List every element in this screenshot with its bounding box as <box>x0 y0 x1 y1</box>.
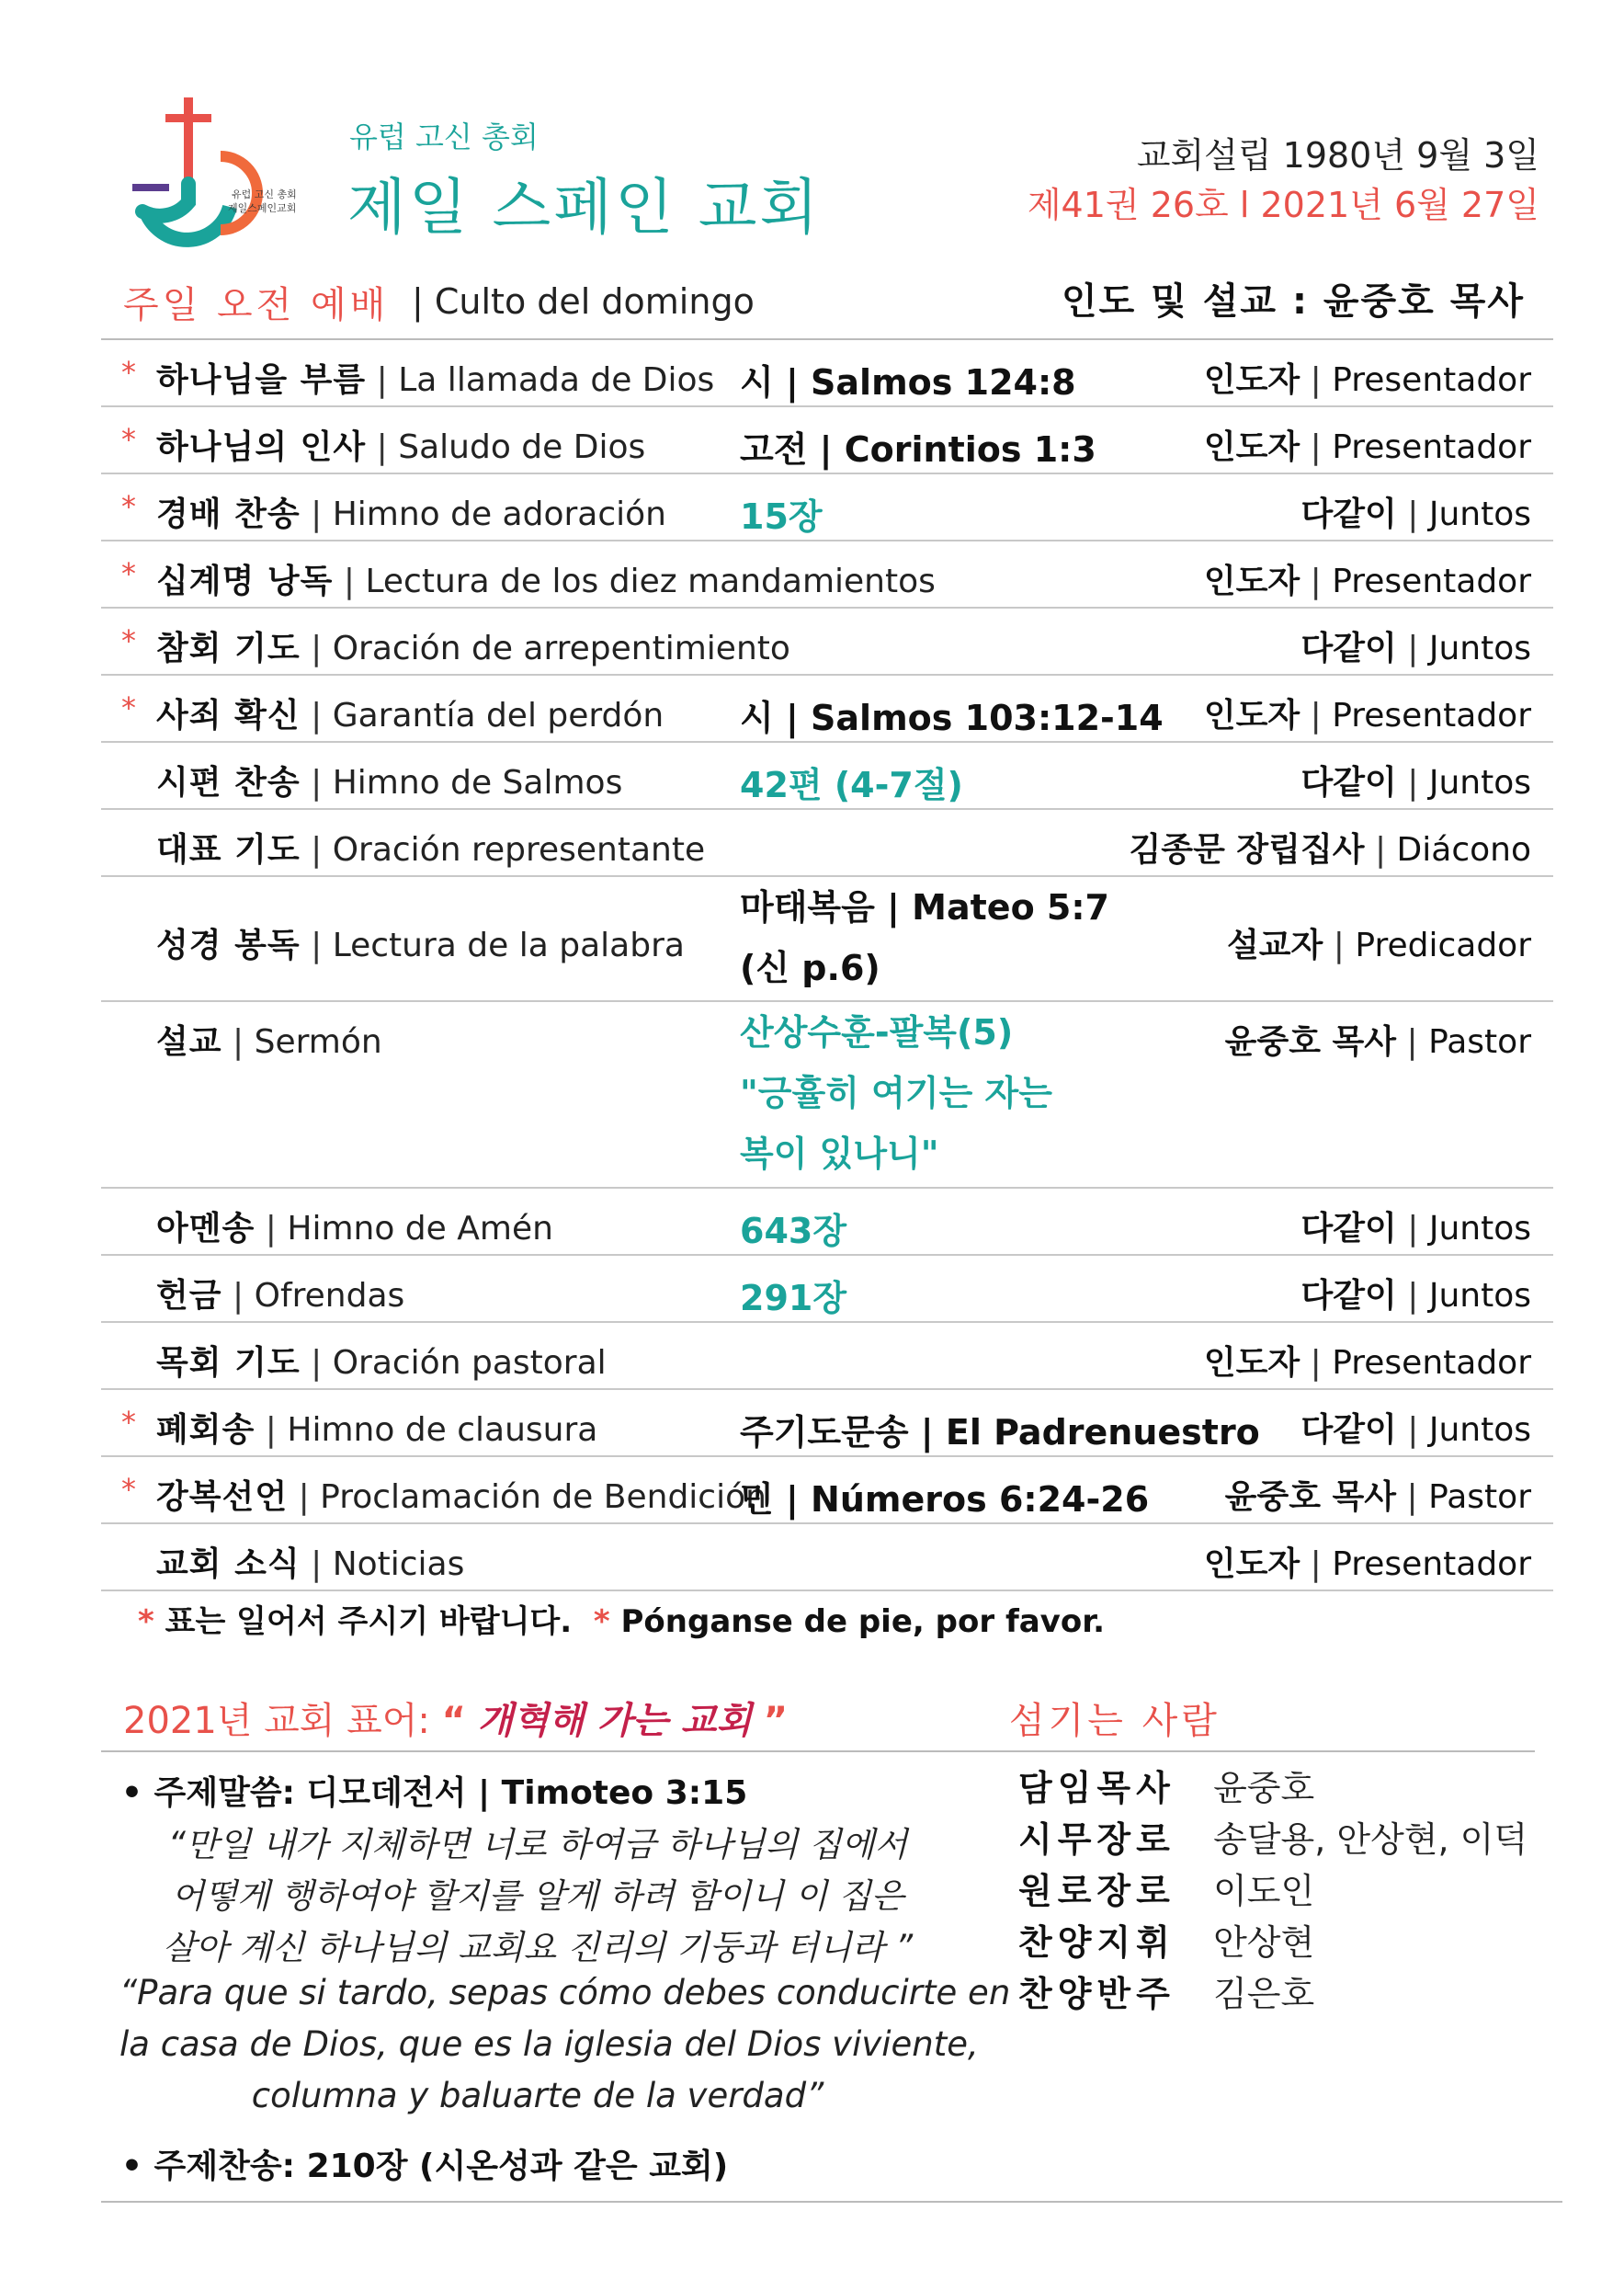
order-row: * 폐회송 | Himno de clausura 주기도문송 | El Padrenuestro 다같이 | Juntos <box>101 1390 1553 1457</box>
motto-prefix: 2021년 교회 표어: <box>123 1700 430 1742</box>
item-detail: 15장 <box>740 496 823 537</box>
item-es: Oración pastoral <box>332 1344 607 1382</box>
stand-marker: * <box>121 623 136 658</box>
theme-song: • 주제찬송: 210장 (시온성과 같은 교회) <box>121 2148 729 2185</box>
item-kr: 강복선언 <box>156 1478 289 1516</box>
role-kr: 윤중호 목사 <box>1224 1023 1397 1061</box>
order-row: * 강복선언 | Proclamación de Bendición 민 | Números 6:24-26 윤중호 목사 | Pastor <box>101 1457 1553 1524</box>
item-detail: 마태복음 | Mateo 5:7 (신 p.6) <box>740 887 1109 988</box>
role-kr: 다같이 <box>1300 1210 1397 1248</box>
role-es: Pastor <box>1428 1023 1531 1061</box>
role-es: Presentador <box>1332 428 1531 466</box>
item-es: Saludo de Dios <box>398 428 646 466</box>
item-kr: 아멘송 <box>156 1210 256 1248</box>
item-es: Lectura de la palabra <box>332 927 685 964</box>
servant-names: 윤중호 <box>1213 1768 1315 1808</box>
role-kr: 다같이 <box>1300 496 1397 533</box>
stand-note-kr: 표는 일어서 주시기 바랍니다. <box>165 1603 573 1640</box>
stand-marker: * <box>121 355 136 390</box>
order-row: 목회 기도 | Oración pastoral 인도자 | Presentador <box>101 1323 1553 1390</box>
role-es: Presentador <box>1332 697 1531 735</box>
role-es: Juntos <box>1428 764 1531 802</box>
item-detail: 산상수훈-팔복(5) "긍휼히 여기는 자는 복이 있나니" <box>740 1012 1052 1174</box>
role-es: Presentador <box>1332 1344 1531 1382</box>
role-es: Presentador <box>1332 563 1531 600</box>
servant-names: 안상현 <box>1213 1922 1315 1963</box>
role-es: Juntos <box>1428 630 1531 667</box>
item-kr: 하나님의 인사 <box>156 428 367 466</box>
logo-text-1: 유럽 고신 총회 <box>232 188 297 200</box>
order-of-worship <box>101 340 1553 1591</box>
role-kr: 윤중호 목사 <box>1224 1478 1397 1516</box>
item-detail: 시 | Salmos 124:8 <box>740 362 1076 403</box>
item-kr: 성경 봉독 <box>156 927 301 964</box>
order-row: * 사죄 확신 | Garantía del perdón 시 | Salmos 103:12-14 인도자 | Presentador <box>101 676 1553 743</box>
item-kr: 시편 찬송 <box>156 764 301 802</box>
item-es: Himno de Salmos <box>332 764 623 802</box>
servant-row <box>1018 1914 1314 1965</box>
verse-kr-line: 살아 계신 하나님의 교회요 진리의 기둥과 터니라 ” <box>162 1928 914 1967</box>
order-row: * 참회 기도 | Oración de arrepentimiento 다같이 | Juntos <box>101 609 1553 676</box>
role-es: Presentador <box>1332 361 1531 399</box>
item-es: Himno de adoración <box>332 496 666 533</box>
issue-info: 제41권 26호 l 2021년 6월 27일 <box>1027 185 1539 225</box>
servant-role: 찬양지휘 <box>1018 1922 1175 1963</box>
service-title-es: | Culto del domingo <box>412 281 755 322</box>
servant-row <box>1018 1966 1314 2016</box>
servant-row <box>1018 1760 1314 1810</box>
item-detail: 291장 <box>740 1278 847 1318</box>
church-logo <box>129 92 312 248</box>
role-kr: 인도자 <box>1203 1545 1300 1583</box>
servant-names: 이도인 <box>1213 1871 1315 1911</box>
role-es: Juntos <box>1428 1210 1531 1248</box>
role-kr: 인도자 <box>1203 1344 1300 1382</box>
logo-graphic <box>129 92 312 248</box>
stand-marker: * <box>121 1405 136 1440</box>
item-detail: 42편 (4-7절) <box>740 765 963 805</box>
role-kr: 다같이 <box>1300 1411 1397 1449</box>
item-es: Sermón <box>254 1023 382 1061</box>
order-row: * 십계명 낭독 | Lectura de los diez mandamientos 인도자 | Presentador <box>101 541 1553 609</box>
verse-es-line: la casa de Dios, que es la iglesia del Dios viviente, <box>119 2024 979 2064</box>
logo-text-2: 제일스페인교회 <box>228 202 297 214</box>
divider <box>101 1750 1535 1752</box>
role-es: Juntos <box>1428 1277 1531 1315</box>
motto-text: 개혁해 가는 교회 <box>477 1700 752 1742</box>
item-kr: 헌금 <box>156 1277 222 1315</box>
role-kr: 다같이 <box>1300 630 1397 667</box>
item-es: Himno de Amén <box>287 1210 553 1248</box>
motto-heading: 2021년 교회 표어: “ 개혁해 가는 교회 ” <box>123 1700 788 1742</box>
divider <box>101 2201 1562 2203</box>
order-row: 시편 찬송 | Himno de Salmos 42편 (4-7절) 다같이 | Juntos <box>101 743 1553 810</box>
item-detail: 시 | Salmos 103:12-14 <box>740 698 1164 738</box>
item-es: Proclamación de Bendición <box>320 1478 767 1516</box>
order-row: 헌금 | Ofrendas 291장 다같이 | Juntos <box>101 1256 1553 1323</box>
item-detail: 민 | Números 6:24-26 <box>740 1479 1150 1520</box>
item-kr: 경배 찬송 <box>156 496 301 533</box>
item-kr: 폐회송 <box>156 1411 256 1449</box>
order-row: 대표 기도 | Oración representante 김종문 장립집사 | Diácono <box>101 810 1553 877</box>
role-es: Juntos <box>1428 1411 1531 1449</box>
role-kr: 인도자 <box>1203 563 1300 600</box>
role-es: Predicador <box>1355 927 1531 964</box>
verse-es-line: columna y baluarte de la verdad” <box>251 2076 824 2115</box>
servants-title: 섬기는 사람 <box>1009 1700 1221 1742</box>
item-kr: 목회 기도 <box>156 1344 301 1382</box>
item-kr: 참회 기도 <box>156 630 301 667</box>
role-es: Presentador <box>1332 1545 1531 1583</box>
role-kr: 인도자 <box>1203 697 1300 735</box>
servant-role: 찬양반주 <box>1018 1974 1175 2014</box>
stand-marker: * <box>121 1472 136 1507</box>
role-kr: 인도자 <box>1203 361 1300 399</box>
founded-date: 교회설립 1980년 9월 3일 <box>1136 135 1539 176</box>
order-row: 성경 봉독 | Lectura de la palabra 마태복음 | Mateo 5:7 (신 p.6) 설교자 | Predicador <box>101 877 1553 1002</box>
servant-row <box>1018 1863 1314 1913</box>
order-row: * 경배 찬송 | Himno de adoración 15장 다같이 | Juntos <box>101 474 1553 541</box>
role-kr: 다같이 <box>1300 1277 1397 1315</box>
order-row: * 하나님을 부름 | La llamada de Dios 시 | Salmos 124:8 인도자 | Presentador <box>101 340 1553 407</box>
item-kr: 하나님을 부름 <box>156 361 367 399</box>
item-es: Ofrendas <box>254 1277 405 1315</box>
item-detail: 643장 <box>740 1211 847 1251</box>
servant-row <box>1018 1811 1527 1862</box>
service-leader: 인도 및 설교 : 윤중호 목사 <box>1061 280 1525 323</box>
stand-marker: * <box>121 489 136 524</box>
servant-role: 담임목사 <box>1018 1768 1175 1808</box>
role-kr: 설교자 <box>1227 927 1323 964</box>
order-row: 아멘송 | Himno de Amén 643장 다같이 | Juntos <box>101 1189 1553 1256</box>
stand-marker: * <box>121 422 136 457</box>
order-row: 설교 | Sermón 산상수훈-팔복(5) "긍휼히 여기는 자는 복이 있나니" 윤중호 목사 | Pastor <box>101 1002 1553 1189</box>
verse-kr-line: “만일 내가 지체하면 너로 하여금 하나님의 집에서 <box>167 1825 908 1864</box>
item-es: Garantía del perdón <box>332 697 664 735</box>
church-name: 제일 스페인 교회 <box>347 172 822 243</box>
item-kr: 대표 기도 <box>156 831 301 869</box>
verse-es-line: “Para que si tardo, sepas cómo debes conducirte en <box>119 1973 1011 2012</box>
item-kr: 사죄 확신 <box>156 697 301 735</box>
stand-note: * 표는 일어서 주시기 바랍니다. * Pónganse de pie, por favor. <box>138 1603 1106 1640</box>
org-subtitle: 유럽 고신 총회 <box>349 120 539 154</box>
item-kr: 십계명 낭독 <box>156 563 334 600</box>
role-kr: 다같이 <box>1300 764 1397 802</box>
role-es: Pastor <box>1428 1478 1531 1516</box>
stand-marker: * <box>121 690 136 725</box>
item-es: Lectura de los diez mandamientos <box>365 563 936 600</box>
servant-names: 김은호 <box>1213 1974 1315 2014</box>
item-es: Oración de arrepentimiento <box>332 630 790 667</box>
service-title-kr: 주일 오전 예배 <box>123 284 390 326</box>
stand-note-es: Pónganse de pie, por favor. <box>620 1603 1106 1640</box>
servant-role: 원로장로 <box>1018 1871 1175 1911</box>
item-es: Oración representante <box>332 831 706 869</box>
item-es: La llamada de Dios <box>398 361 715 399</box>
stand-marker: * <box>138 1603 154 1640</box>
role-kr: 인도자 <box>1203 428 1300 466</box>
item-detail: 고전 | Corintios 1:3 <box>740 429 1096 470</box>
item-es: Noticias <box>332 1545 465 1583</box>
stand-marker: * <box>121 556 136 591</box>
item-kr: 설교 <box>156 1023 222 1061</box>
order-row: * 하나님의 인사 | Saludo de Dios 고전 | Corintios 1:3 인도자 | Presentador <box>101 407 1553 474</box>
role-kr: 김종문 장립집사 <box>1129 831 1365 869</box>
servant-names: 송달용, 안상현, 이덕 <box>1213 1819 1528 1860</box>
verse-kr-line: 어떻게 행하여야 할지를 알게 하려 함이니 이 집은 <box>171 1876 904 1916</box>
theme-verse: • 주제말씀: 디모데전서 | Timoteo 3:15 <box>121 1774 748 1812</box>
role-es: Diácono <box>1396 831 1531 869</box>
item-kr: 교회 소식 <box>156 1545 301 1583</box>
item-detail: 주기도문송 | El Padrenuestro <box>740 1412 1260 1453</box>
role-es: Juntos <box>1428 496 1531 533</box>
order-row: 교회 소식 | Noticias 인도자 | Presentador <box>101 1524 1553 1591</box>
item-es: Himno de clausura <box>287 1411 598 1449</box>
servant-role: 시무장로 <box>1018 1819 1175 1860</box>
